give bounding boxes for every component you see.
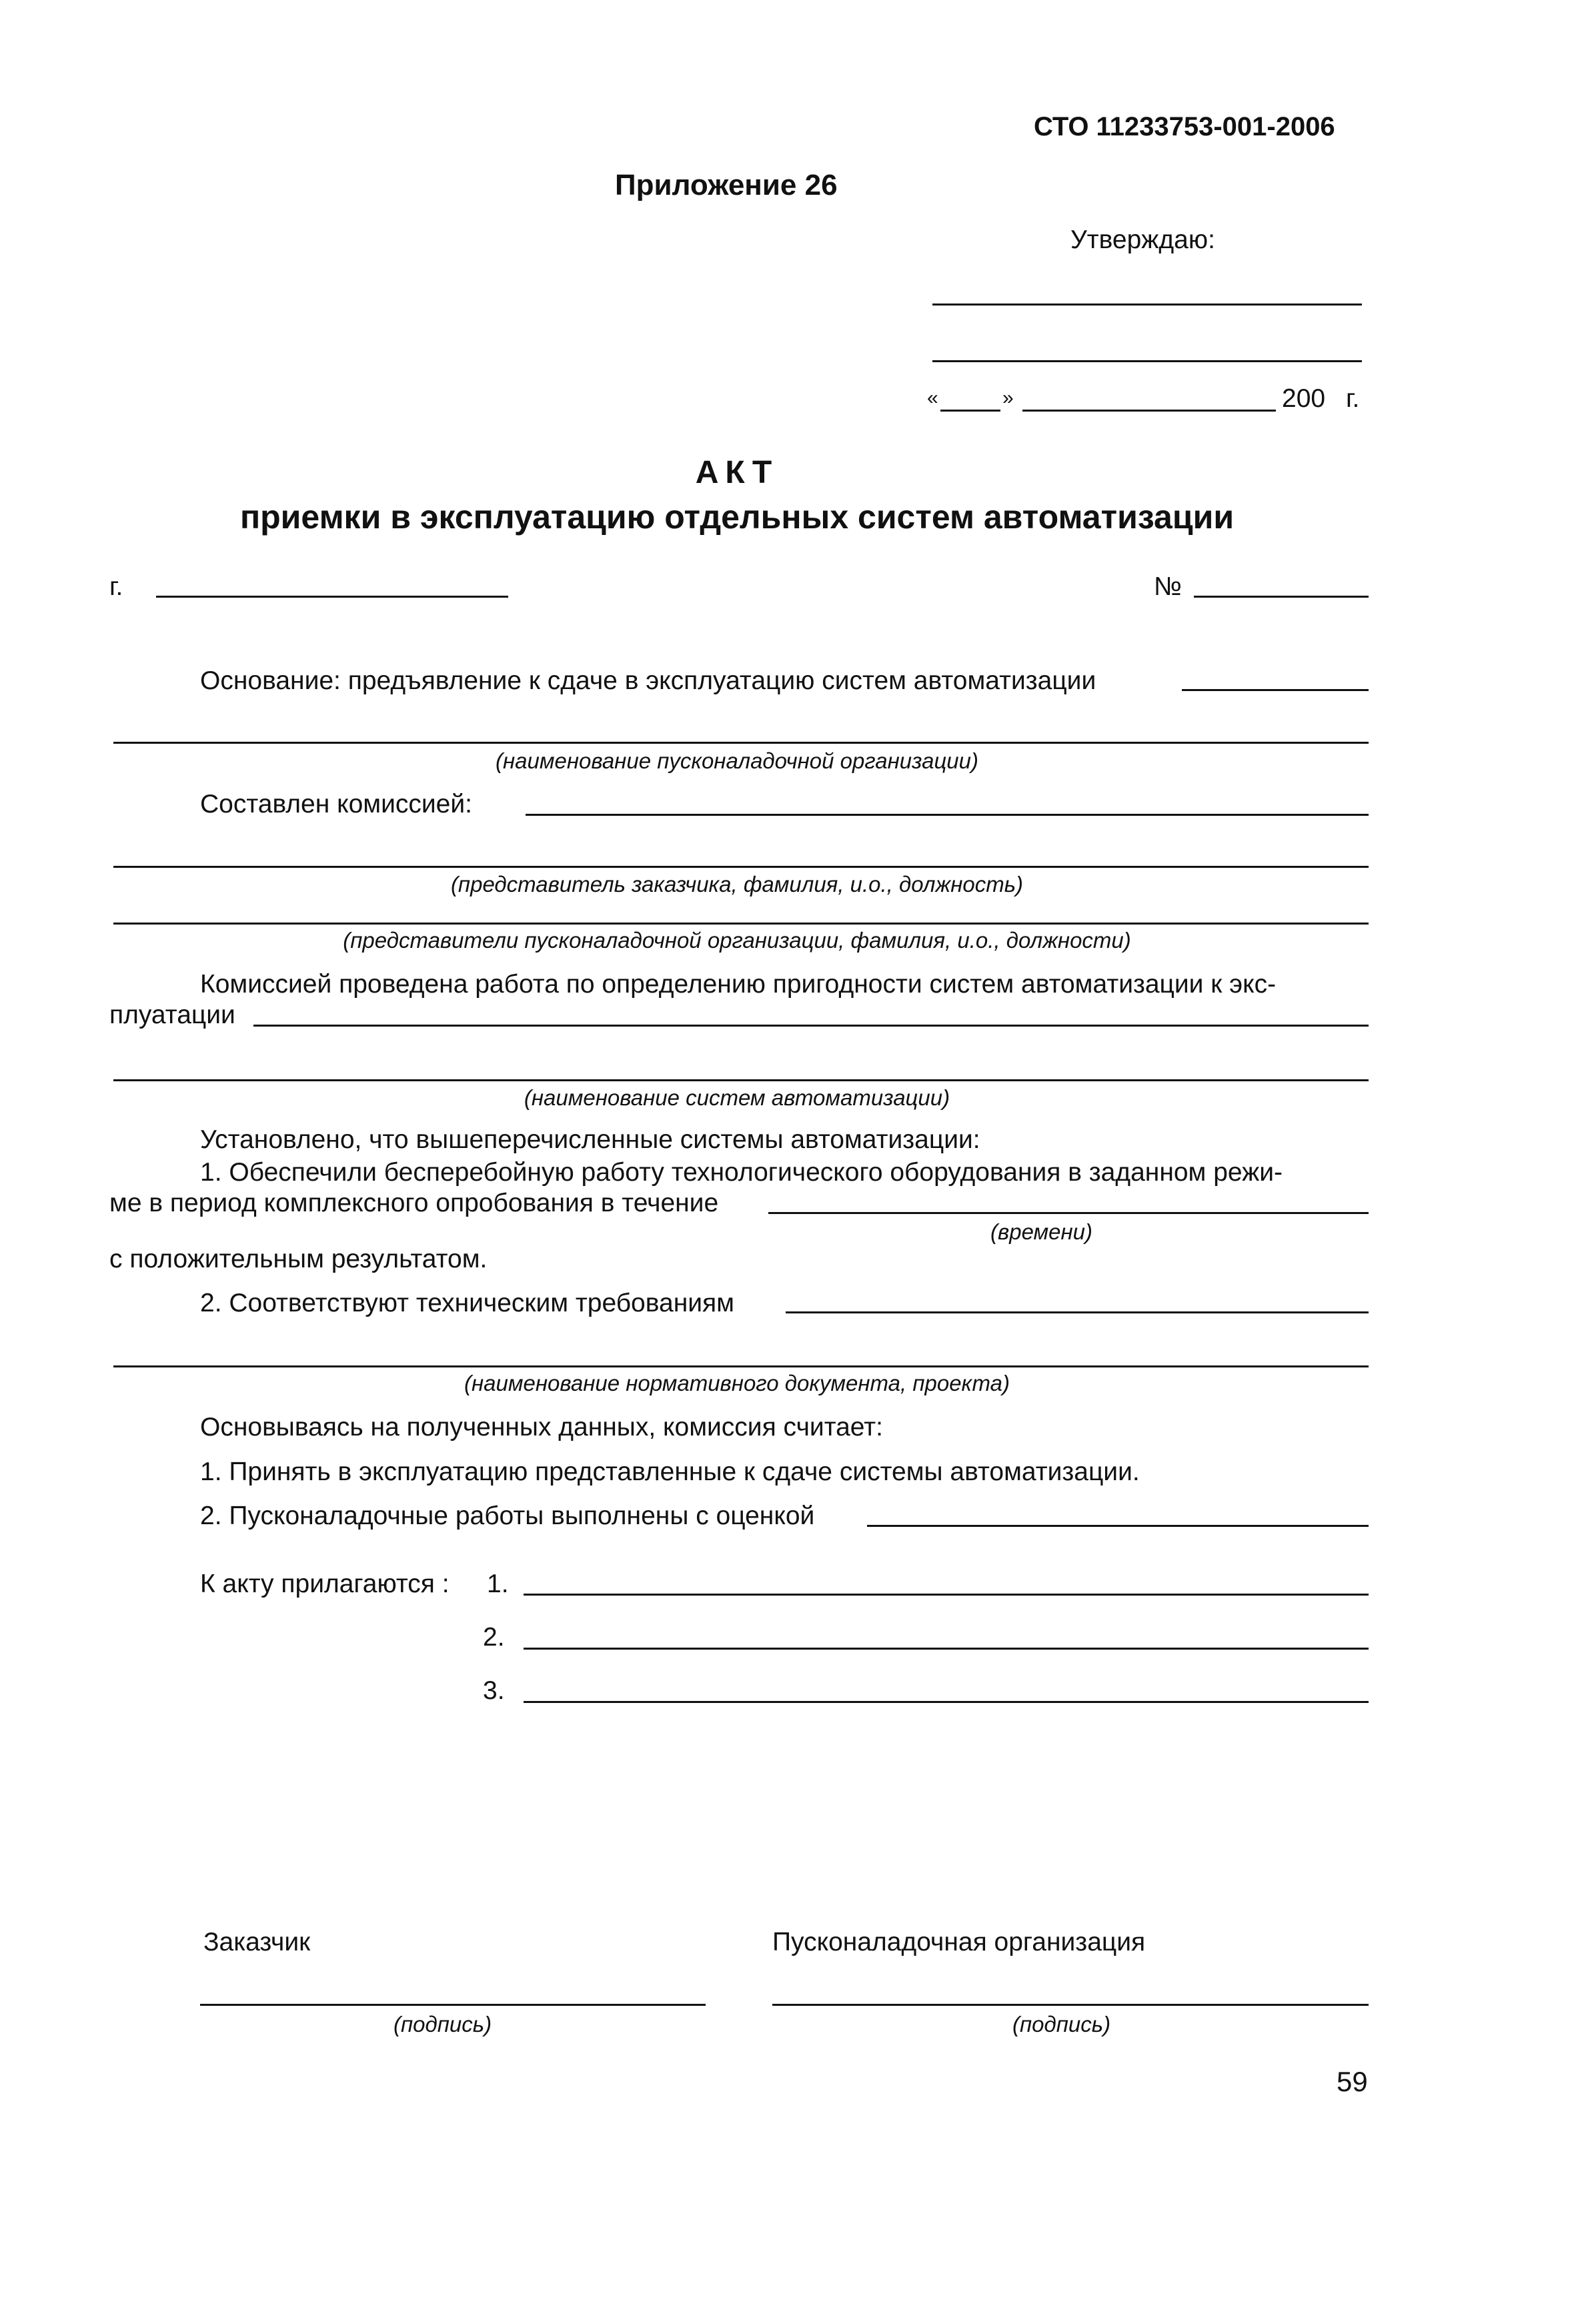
- act-title: АКТ: [695, 455, 779, 490]
- basis-line-1: [1182, 689, 1369, 691]
- commission-line-2: [113, 866, 1369, 868]
- findings-item1-line1: 1. Обеспечили бесперебойную работу технологического оборудования в заданном режи-: [200, 1158, 1283, 1187]
- attachment-number-3: 3.: [483, 1676, 505, 1705]
- findings-item2-caption: (наименование нормативного документа, проекта): [464, 1371, 1010, 1395]
- findings-intro: Установлено, что вышеперечисленные системы автоматизации:: [200, 1125, 980, 1154]
- customer-signature-caption: (подпись): [393, 2012, 492, 2037]
- approve-signature-line-1: [932, 304, 1362, 306]
- work-caption: (наименование систем автоматизации): [524, 1085, 950, 1110]
- work-line-1: Комиссией проведена работа по определению пригодности систем автоматизации к экс-: [200, 970, 1277, 999]
- work-line-2: плуатации: [109, 1001, 235, 1029]
- organization-label: Пусконаладочная организация: [772, 1928, 1146, 1956]
- attachment-line-2: [524, 1648, 1369, 1650]
- commission-line-3: [113, 923, 1369, 925]
- date-day-line: [940, 410, 1000, 412]
- organization-signature-line: [772, 2004, 1369, 2006]
- conclusion-intro: Основываясь на полученных данных, комиссия считает:: [200, 1413, 883, 1441]
- organization-signature-caption: (подпись): [1012, 2012, 1111, 2037]
- appendix-title: Приложение 26: [615, 169, 838, 201]
- commission-org-caption: (представители пусконаладочной организации, фамилия, и.о., должности): [343, 928, 1131, 953]
- number-label: №: [1154, 572, 1182, 601]
- date-close-quote: »: [1002, 387, 1014, 409]
- date-month-line: [1022, 410, 1276, 412]
- conclusion-item2: 2. Пусконаладочные работы выполнены с оценкой: [200, 1502, 815, 1530]
- customer-signature-line: [200, 2004, 706, 2006]
- act-subtitle: приемки в эксплуатацию отдельных систем автоматизации: [239, 498, 1235, 536]
- findings-item2: 2. Соответствуют техническим требованиям: [200, 1289, 734, 1317]
- commission-line-1: [526, 814, 1369, 816]
- date-year-suffix: г.: [1346, 384, 1360, 413]
- approve-signature-line-2: [932, 360, 1362, 362]
- findings-item1-line3: с положительным результатом.: [109, 1245, 488, 1273]
- findings-time-caption: (времени): [990, 1219, 1093, 1244]
- city-label: г.: [109, 572, 123, 601]
- commission-label: Составлен комиссией:: [200, 790, 472, 818]
- document-code: СТО 11233753-001-2006: [1034, 112, 1335, 141]
- basis-line-2: [113, 742, 1369, 744]
- attachments-label: К акту прилагаются :: [200, 1570, 450, 1598]
- attachment-number-1: 1.: [487, 1570, 509, 1598]
- city-line: [156, 596, 508, 598]
- findings-requirements-line-2: [113, 1365, 1369, 1367]
- page-number: 59: [1337, 2066, 1368, 2097]
- findings-item1-line2: ме в период комплексного опробования в течение: [109, 1189, 719, 1217]
- attachment-line-3: [524, 1701, 1369, 1703]
- commission-customer-caption: (представитель заказчика, фамилия, и.о., должность): [450, 872, 1024, 897]
- basis-text: Основание: предъявление к сдаче в эксплуатацию систем автоматизации: [200, 666, 1096, 695]
- work-systems-line-1: [253, 1025, 1369, 1027]
- attachment-line-1: [524, 1594, 1369, 1596]
- basis-caption: (наименование пусконаладочной организации): [495, 748, 979, 773]
- work-systems-line-2: [113, 1079, 1369, 1081]
- customer-label: Заказчик: [203, 1928, 311, 1956]
- attachment-number-2: 2.: [483, 1623, 505, 1652]
- findings-time-line: [768, 1212, 1369, 1214]
- findings-requirements-line-1: [786, 1311, 1369, 1313]
- date-year: 200: [1282, 384, 1326, 413]
- conclusion-grade-line: [867, 1525, 1369, 1527]
- conclusion-item1: 1. Принять в эксплуатацию представленные к сдаче системы автоматизации.: [200, 1458, 1140, 1486]
- number-line: [1194, 596, 1369, 598]
- approve-label: Утверждаю:: [1070, 225, 1215, 254]
- date-open-quote: «: [927, 387, 938, 409]
